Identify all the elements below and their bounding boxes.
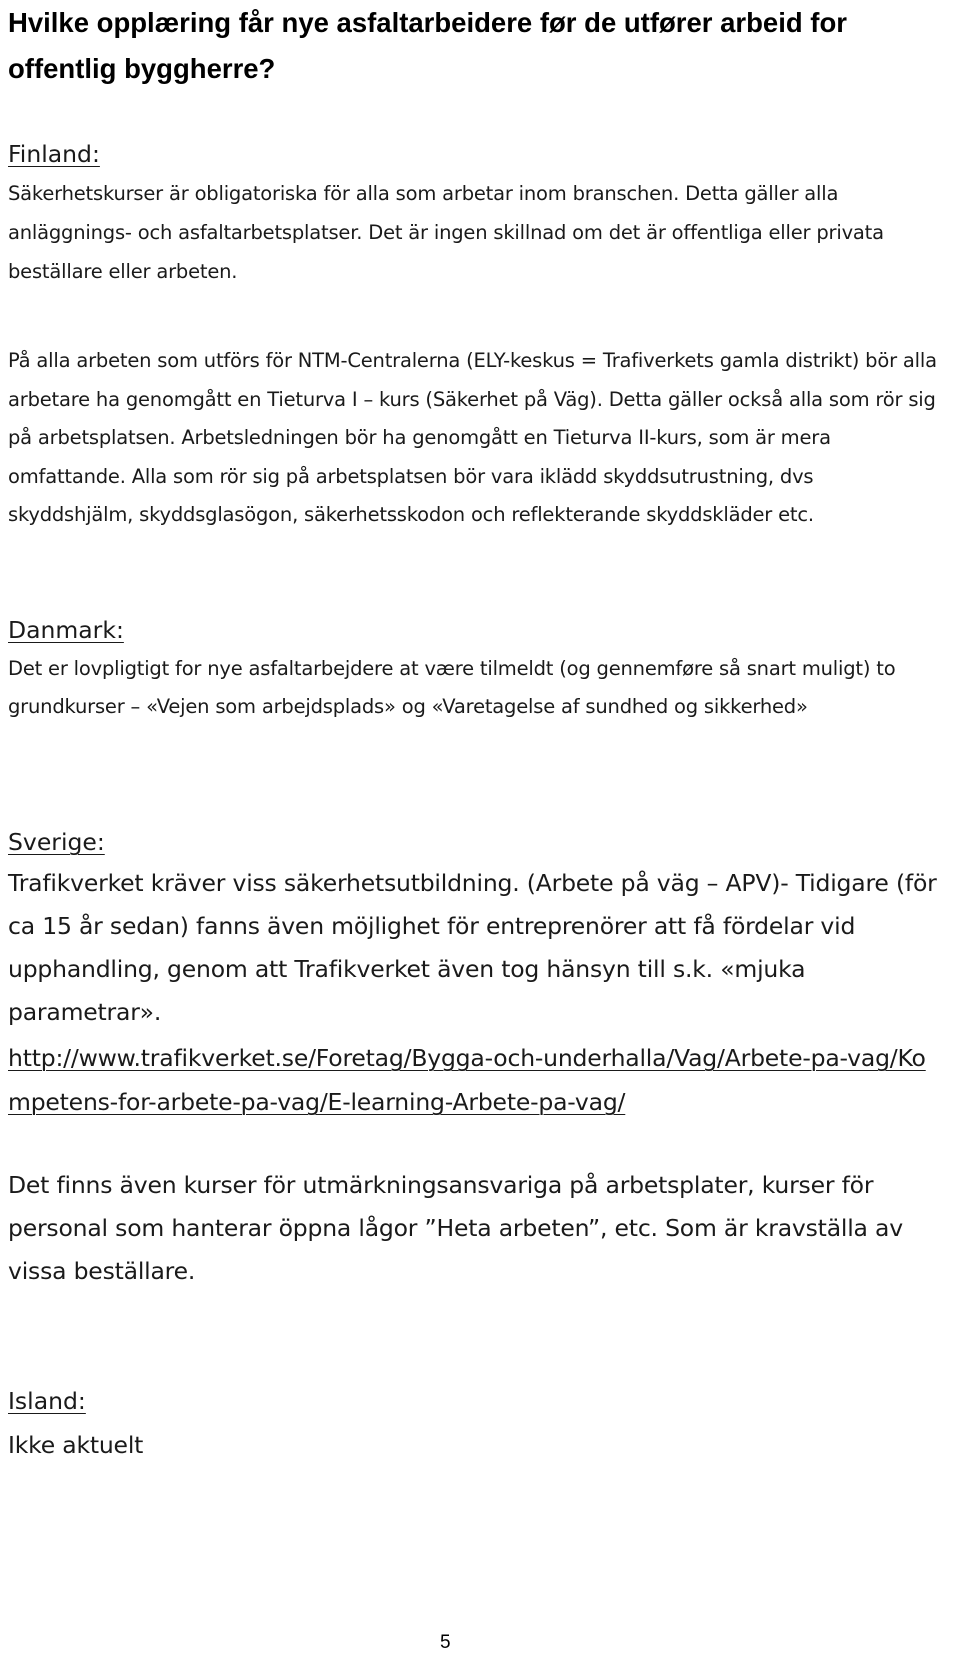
page-number: 5 [440, 1632, 451, 1653]
sverige-paragraph-2: Det finns även kurser för utmärkningsansvariga på arbetsplater, kurser för personal som hanterar öppna lågor ”Heta arbeten”, etc. Som är kravställa av vissa beställare. [8, 1171, 903, 1285]
finland-paragraph-2: På alla arbeten som utförs för NTM-Centralerna (ELY-keskus = Trafiverkets gamla distrikt) bör alla arbetare ha genomgått en Tieturva I – kurs (Säkerhet på Väg). Detta gäller också alla som rör sig på arbetsplatsen. Arbetsledningen bör ha genomgått en Tieturva II-kurs, som är mera omfattande. Alla som rör sig på arbetsplatsen bör vara iklädd skyddsutrustning, dvs skyddshjälm, skyddsglasögon, säkerhetsskodon och reflekterande skyddskläder etc. [8, 349, 937, 526]
sverige-paragraph-1: Trafikverket kräver viss säkerhetsutbildning. (Arbete på väg – APV)- Tidigare (för ca 15 år sedan) fanns även möjlighet för entreprenörer att få fördelar vid upphandling, genom att Trafikverket även tog hänsyn till s.k. «mjuka parametrar». [8, 869, 937, 1026]
island-paragraph-1: Ikke aktuelt [8, 1431, 144, 1459]
section-heading-danmark: Danmark: [8, 616, 124, 644]
danmark-paragraph-1: Det er lovpligtigt for nye asfaltarbejdere at være tilmeldt (og gennemføre så snart muligt) to grundkurser – «Vejen som arbejdsplads» og «Varetagelse af sundhed og sikkerhed» [8, 657, 896, 718]
document-title: Hvilke opplæring får nye asfaltarbeidere før de utfører arbeid for offentlig byggherre? [8, 7, 847, 84]
finland-paragraph-1: Säkerhetskurser är obligatoriska för alla som arbetar inom branschen. Detta gäller alla anläggnings- och asfaltarbetsplatser. Det är ingen skillnad om det är offentliga eller privata beställare eller arbeten. [8, 182, 884, 283]
section-heading-sverige: Sverige: [8, 828, 105, 856]
section-heading-island: Island: [8, 1387, 86, 1415]
section-heading-finland: Finland: [8, 140, 100, 168]
trafikverket-link[interactable]: http://www.trafikverket.se/Foretag/Bygga-och-underhalla/Vag/Arbete-pa-vag/Kompetens-for-arbete-pa-vag/E-learning-Arbete-pa-vag/ [8, 1044, 926, 1116]
